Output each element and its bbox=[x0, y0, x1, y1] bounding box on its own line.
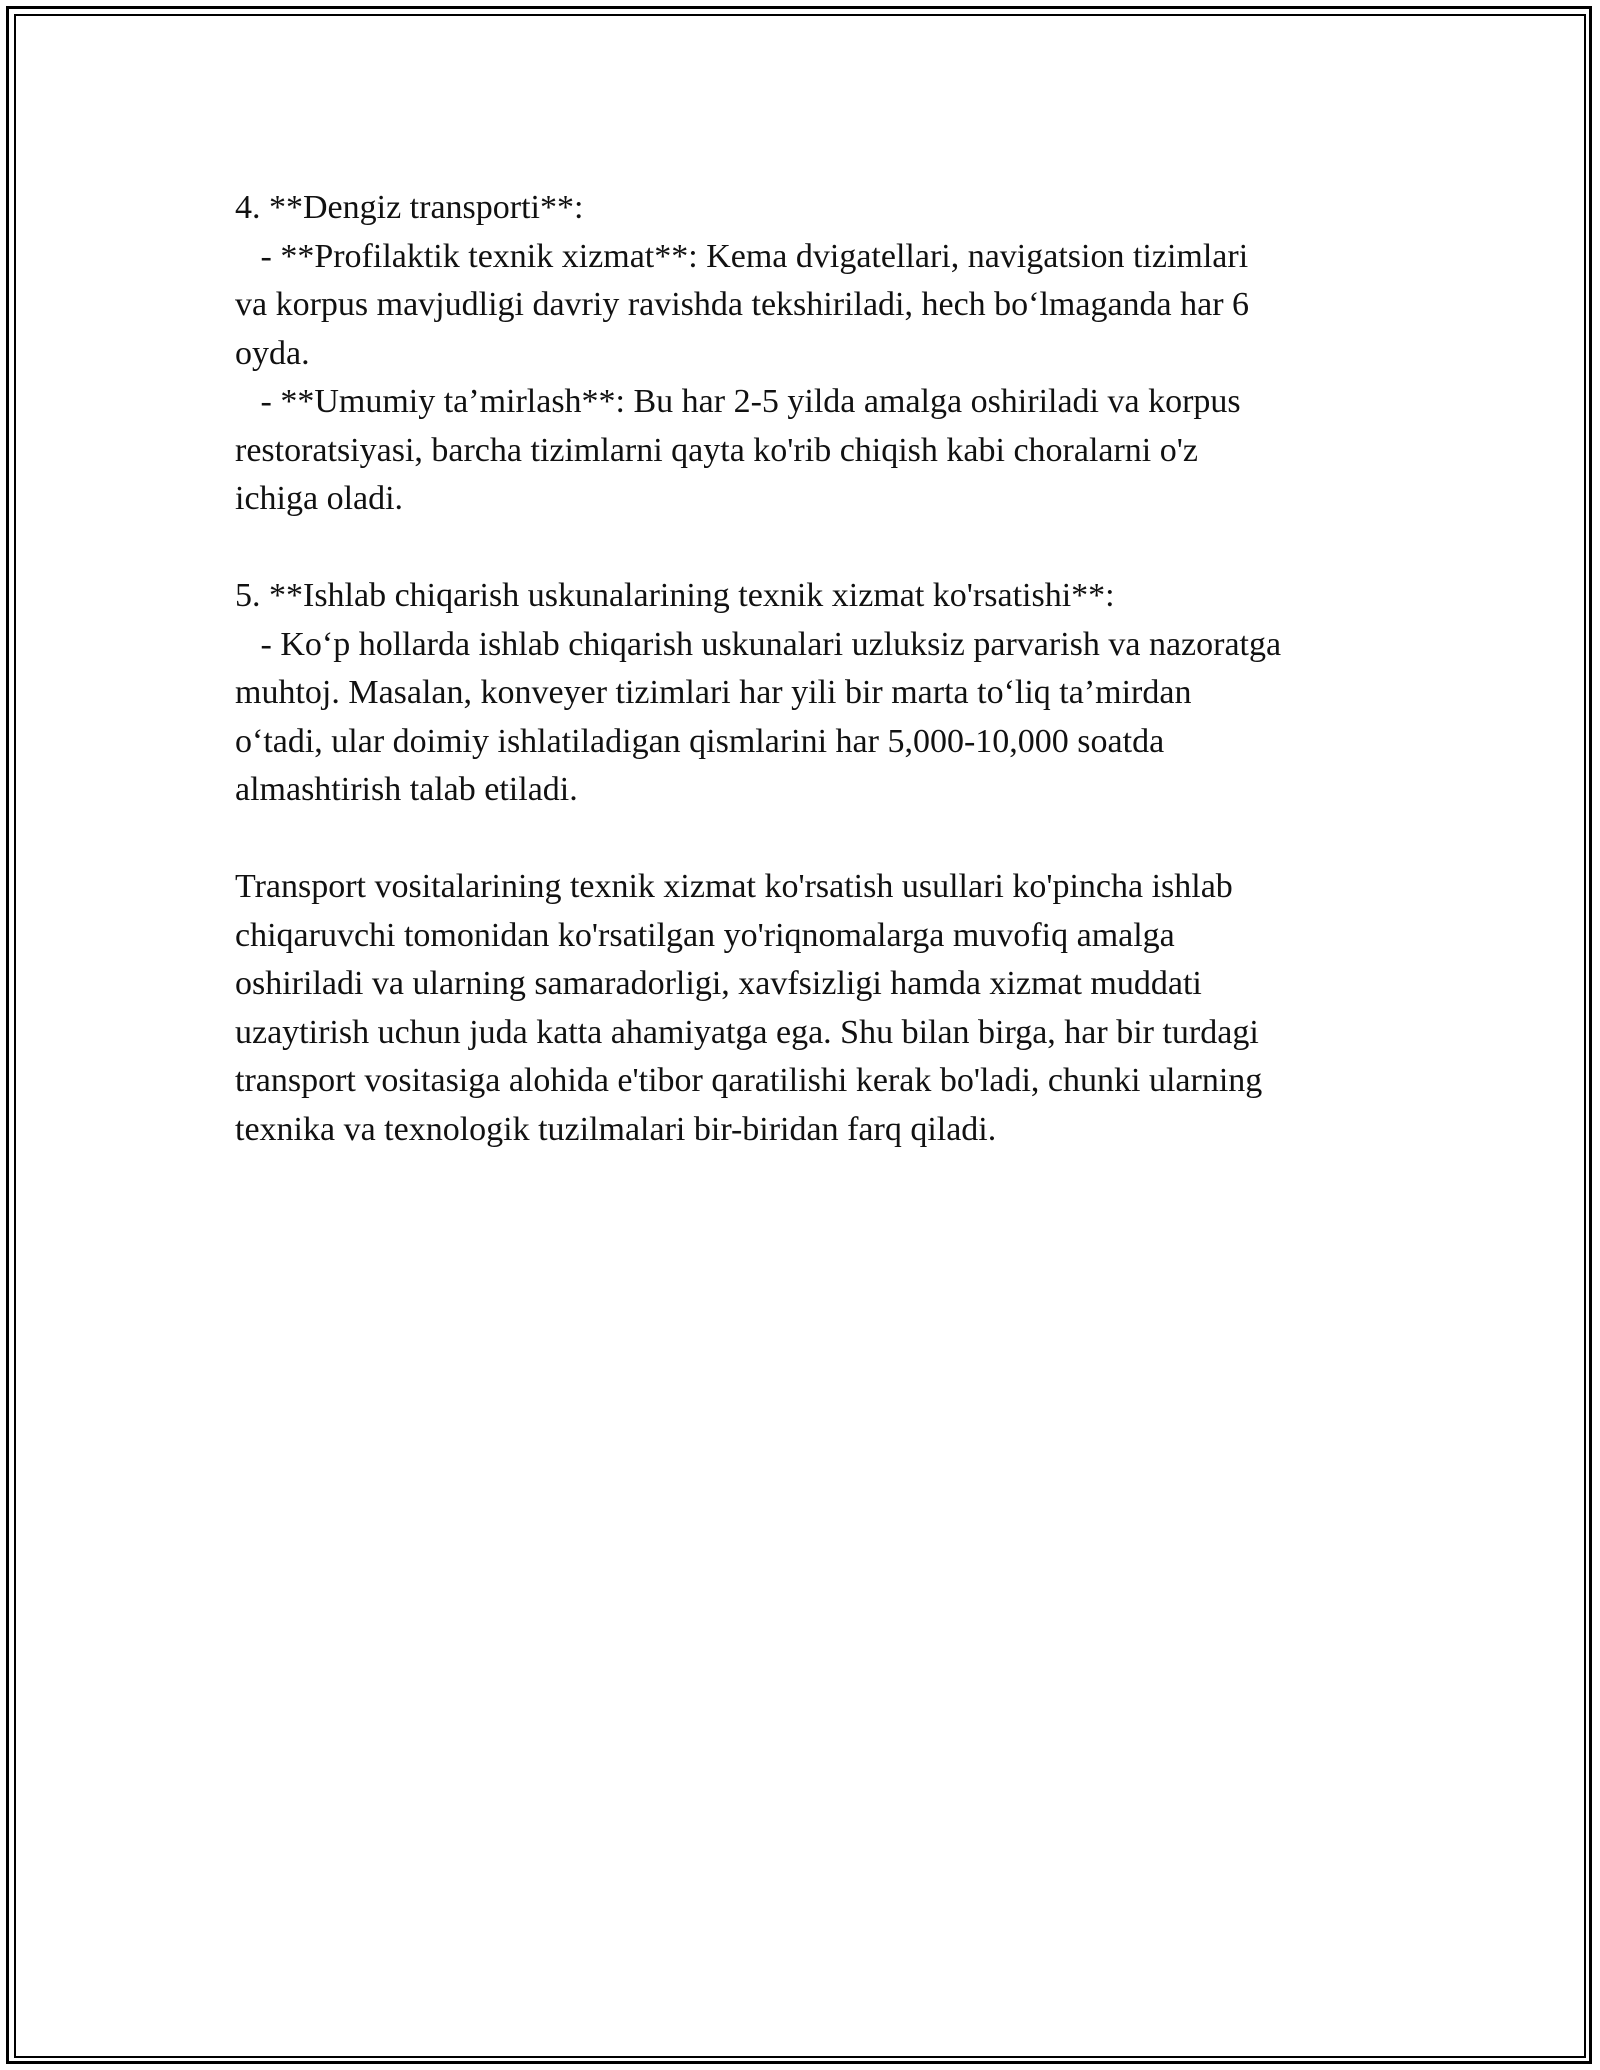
paragraph-line: chiqaruvchi tomonidan ko'rsatilgan yo'riqnomalarga muvofiq amalga bbox=[235, 916, 1175, 954]
paragraph-line: transport vositasiga alohida e'tibor qaratilishi kerak bo'ladi, chunki ularning bbox=[235, 1062, 1263, 1099]
paragraph-line: - **Profilaktik texnik xizmat**: Kema dvigatellari, navigatsion tizimlari bbox=[235, 237, 1249, 275]
section-production-equipment bbox=[235, 572, 1395, 815]
paragraph-spacer bbox=[235, 524, 1395, 573]
paragraph-line: Transport vositalarining texnik xizmat ko'rsatish usullari ko'pincha ishlab bbox=[235, 868, 1233, 905]
paragraph-line: oyda. bbox=[235, 334, 310, 372]
section-heading: 4. **Dengiz transporti**: bbox=[235, 189, 584, 226]
section-sea-transport bbox=[235, 184, 1395, 524]
paragraph-spacer bbox=[235, 815, 1395, 864]
paragraph-line: oshiriladi va ularning samaradorligi, xavfsizligi hamda xizmat muddati bbox=[235, 965, 1202, 1002]
paragraph-line: texnika va texnologik tuzilmalari bir-biridan farq qiladi. bbox=[235, 1110, 997, 1148]
paragraph-line: - **Umumiy ta’mirlash**: Bu har 2-5 yilda amalga oshiriladi va korpus bbox=[235, 383, 1241, 420]
paragraph-line: - Ko‘p hollarda ishlab chiqarish uskunalari uzluksiz parvarish va nazoratga bbox=[235, 625, 1282, 663]
paragraph-line: almashtirish talab etiladi. bbox=[235, 771, 578, 808]
paragraph-line: restoratsiyasi, barcha tizimlarni qayta ko'rib chiqish kabi choralarni o'z bbox=[235, 431, 1198, 469]
conclusion-paragraph bbox=[235, 863, 1395, 1154]
paragraph-line: uzaytirish uchun juda katta ahamiyatga ega. Shu bilan birga, har bir turdagi bbox=[235, 1013, 1259, 1051]
paragraph-line: o‘tadi, ular doimiy ishlatiladigan qismlarini har 5,000-10,000 soatda bbox=[235, 722, 1165, 760]
paragraph-line: ichiga oladi. bbox=[235, 480, 404, 517]
paragraph-line: va korpus mavjudligi davriy ravishda tekshiriladi, hech bo‘lmaganda har 6 bbox=[235, 286, 1250, 323]
paragraph-line: muhtoj. Masalan, konveyer tizimlari har yili bir marta to‘liq ta’mirdan bbox=[235, 674, 1192, 711]
section-heading: 5. **Ishlab chiqarish uskunalarining texnik xizmat ko'rsatishi**: bbox=[235, 577, 1115, 614]
document-body bbox=[235, 184, 1395, 1154]
